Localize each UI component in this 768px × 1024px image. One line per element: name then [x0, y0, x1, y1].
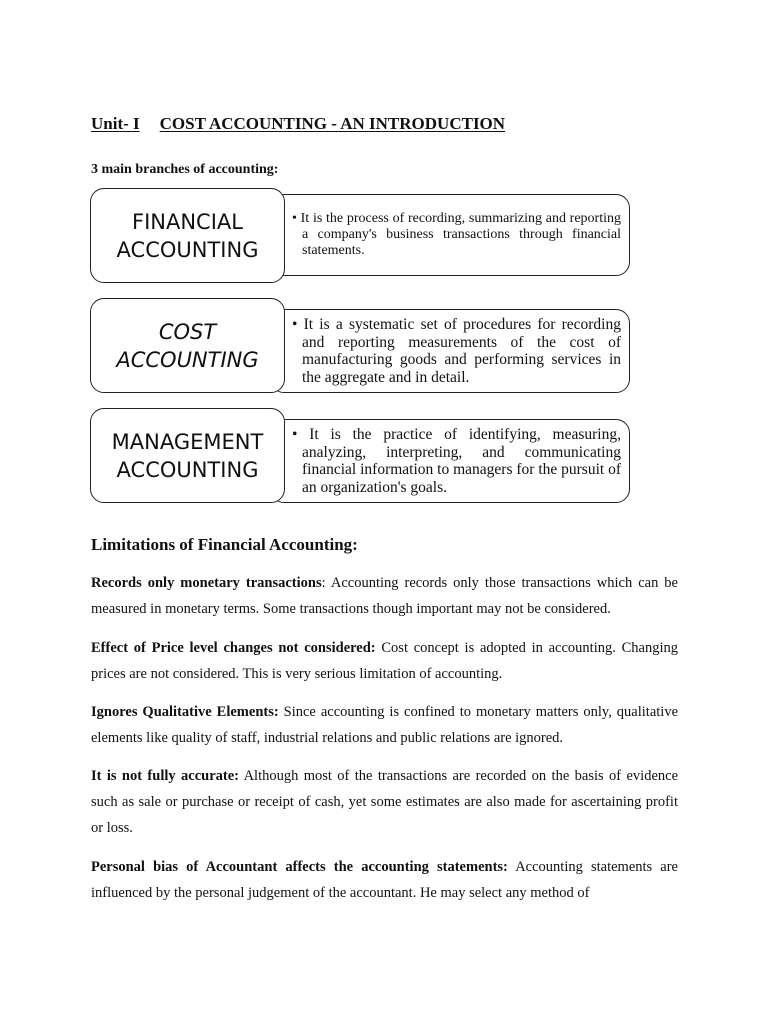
limitations-heading: Limitations of Financial Accounting:: [91, 535, 358, 554]
unit-label: Unit- I: [91, 114, 140, 133]
limitation-paragraph: [91, 570, 678, 622]
limitation-term: Effect of Price level changes not considered:: [91, 640, 376, 656]
cost-accounting-box: [90, 298, 285, 393]
cost-accounting-description-box: [270, 309, 630, 393]
management-accounting-box: [90, 408, 285, 503]
limitation-term: Records only monetary transactions: [91, 575, 322, 591]
limitation-paragraph: [91, 635, 678, 687]
limitation-text: Cost concept is adopted in accounting. Changing prices are not considered. This is very serious limitation of accounting.: [91, 640, 678, 682]
branch-name-line1: MANAGEMENT: [111, 429, 264, 454]
limitation-term: Ignores Qualitative Elements:: [91, 704, 279, 720]
limitation-paragraph: [91, 763, 678, 841]
limitation-text: : Accounting records only those transactions which can be measured in monetary terms. Some transactions though important may not be considered.: [91, 575, 678, 617]
branch-description: • It is a systematic set of procedures for recording and reporting measurements of the cost of manufacturing goods and performing services in the aggregate and in detail.: [292, 316, 621, 386]
branch-description: • It is the practice of identifying, measuring, analyzing, interpreting, and communicating financial information to managers for the pursuit of an organization's goals.: [292, 426, 621, 496]
branch-description: • It is the process of recording, summarizing and reporting a company's business transactions through financial statements.: [292, 211, 621, 258]
limitation-term: It is not fully accurate:: [91, 768, 239, 784]
branch-name-line2: ACCOUNTING: [116, 457, 259, 482]
page-heading: [91, 114, 505, 134]
branch-name-line2: ACCOUNTING: [116, 237, 259, 262]
unit-title: COST ACCOUNTING - AN INTRODUCTION: [159, 114, 506, 133]
branch-name-line1: COST: [158, 319, 217, 344]
limitation-text: Since accounting is confined to monetary matters only, qualitative elements like quality of staff, industrial relations and public relations are ignored.: [91, 704, 678, 746]
limitation-paragraph: [91, 854, 678, 906]
limitation-paragraph: [91, 699, 678, 751]
branches-label: 3 main branches of accounting:: [91, 162, 279, 177]
branch-name-line2: ACCOUNTING: [116, 347, 259, 372]
management-accounting-description-box: [270, 419, 630, 503]
limitation-text: Although most of the transactions are recorded on the basis of evidence such as sale or purchase or receipt of cash, yet some estimates are also made for ascertaining profit or loss.: [91, 768, 679, 836]
branch-name-line1: FINANCIAL: [132, 209, 243, 234]
limitation-text: Accounting statements are influenced by the personal judgement of the accountant. He may select any method of: [91, 859, 678, 901]
limitation-term: Personal bias of Accountant affects the accounting statements:: [91, 859, 508, 875]
financial-accounting-description-box: [270, 194, 630, 276]
financial-accounting-box: [90, 188, 285, 283]
